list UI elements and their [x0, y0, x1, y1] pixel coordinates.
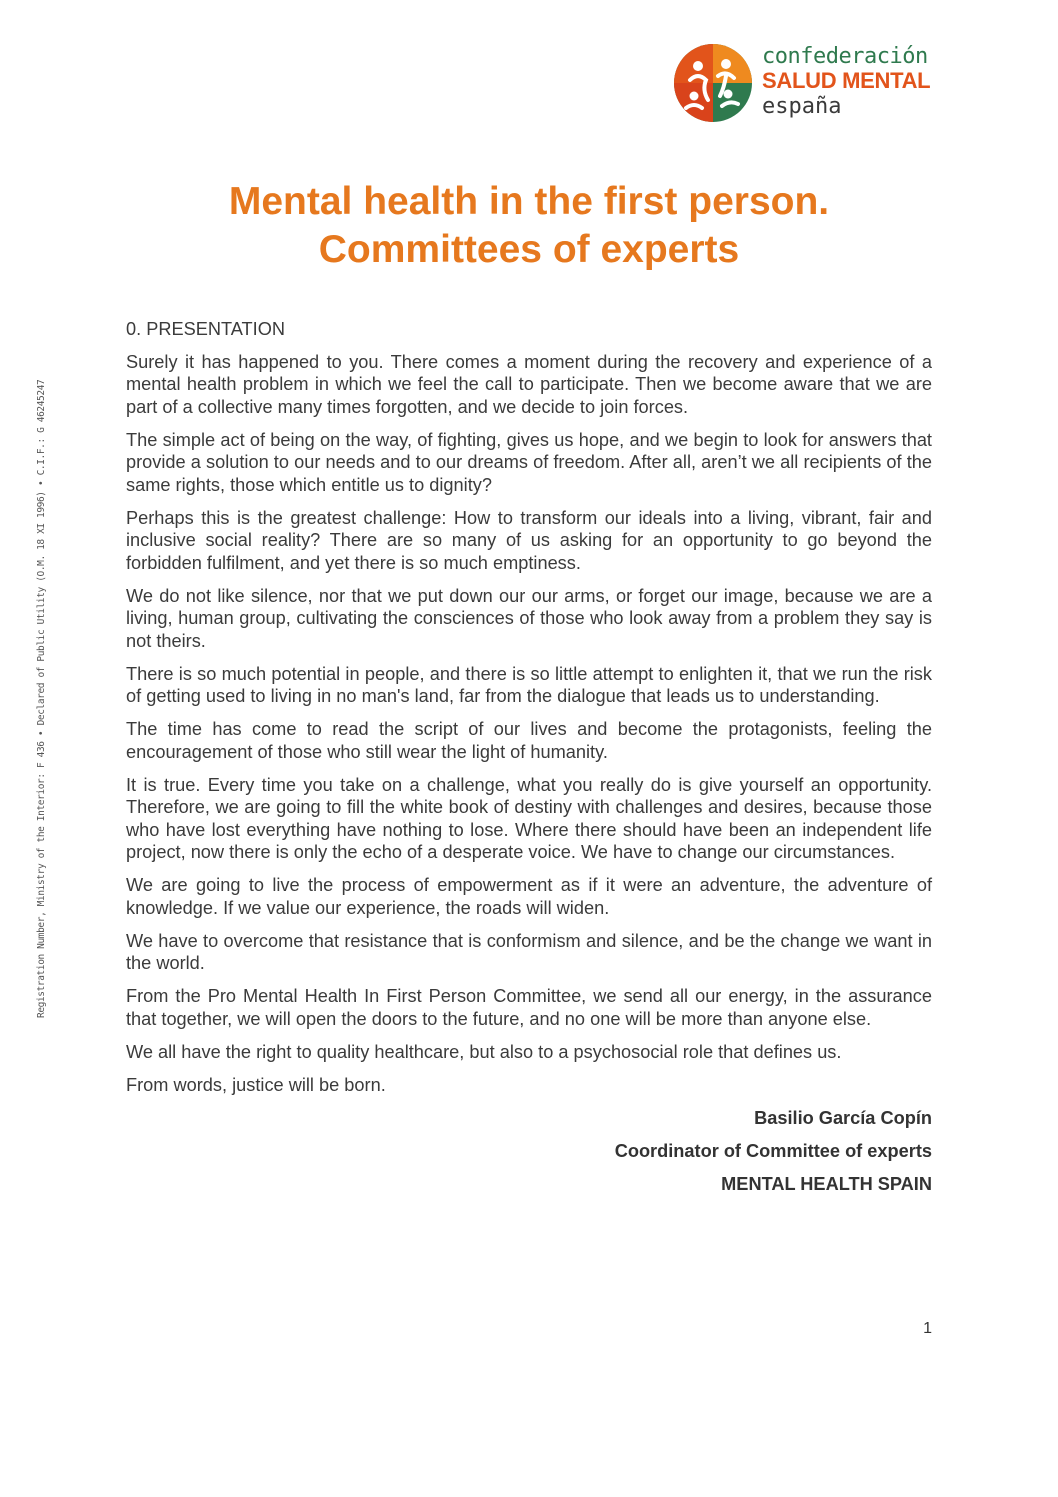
signature-block [126, 1107, 932, 1196]
logo-line-confederacion: confederación [762, 44, 928, 69]
registration-side-note: Registration Number, Ministry of the Interior: F 436 • Declared of Public Utility (O.M. 18 XI 1996) • C.I.F.: G 46245247 [36, 379, 47, 1018]
paragraph: It is true. Every time you take on a challenge, what you really do is give yourself an opportunity. Therefore, we are going to fill the white book of destiny with challenges and desires, because those who have lost everything have nothing to lose. Where there should have been an independent life project, now there is only the echo of a desperate voice. We have to change our circumstances. [126, 774, 932, 862]
paragraph: The simple act of being on the way, of fighting, gives us hope, and we begin to look for answers that provide a solution to our needs and to our dreams of freedom. After all, aren’t we all recipients of the same rights, those which entitle us to dignity? [126, 429, 932, 495]
logo-text [762, 46, 930, 120]
logo-emblem-icon [672, 42, 754, 124]
logo [672, 40, 932, 130]
paragraph: The time has come to read the script of our lives and become the protagonists, feeling the encouragement of those who still wear the light of humanity. [126, 719, 932, 762]
signature-role: Coordinator of Committee of experts [614, 1140, 932, 1161]
signature-name: Basilio García Copín [754, 1107, 932, 1128]
title-line-1: Mental health in the first person. [228, 180, 830, 223]
paragraph: There is so much potential in people, and there is so little attempt to enlighten it, that we run the risk of getting used to living in no man's land, far from the dialogue that leads us to understanding. [126, 663, 932, 706]
paragraph: From words, justice will be born. [126, 1074, 386, 1095]
logo-line-salud-mental: SALUD MENTAL [762, 68, 931, 93]
paragraph: Perhaps this is the greatest challenge: How to transform our ideals into a living, vibrant, fair and inclusive social reality? There are so many of us asking for an opportunity to go beyond the forbidden fulfilment, and yet there is so much emptiness. [126, 507, 932, 573]
signature-organization: MENTAL HEALTH SPAIN [721, 1173, 932, 1194]
section-heading: 0. PRESENTATION [126, 319, 285, 339]
document-title [0, 178, 1058, 274]
logo-line-espana: españa [762, 94, 842, 119]
document-body [126, 318, 932, 1206]
paragraph: We are going to live the process of empowerment as if it were an adventure, the adventure of knowledge. If we value our experience, the roads will widen. [126, 875, 932, 918]
paragraph: We do not like silence, nor that we put down our our arms, or forget our image, because we are a living, human group, cultivating the consciences of those who look away from a problem they say is not theirs. [126, 585, 932, 651]
paragraph: We have to overcome that resistance that is conformism and silence, and be the change we want in the world. [126, 930, 932, 973]
paragraph: From the Pro Mental Health In First Person Committee, we send all our energy, in the assurance that together, we will open the doors to the future, and no one will be more than anyone else. [126, 986, 932, 1029]
page-number: 1 [923, 1320, 932, 1337]
paragraph: Surely it has happened to you. There comes a moment during the recovery and experience of a mental health problem in which we feel the call to participate. Then we become aware that we are part of a collective many times forgotten, and we decide to join forces. [126, 351, 932, 417]
paragraph: We all have the right to quality healthcare, but also to a psychosocial role that defines us. [126, 1041, 842, 1062]
title-line-2: Committees of experts [318, 228, 740, 271]
